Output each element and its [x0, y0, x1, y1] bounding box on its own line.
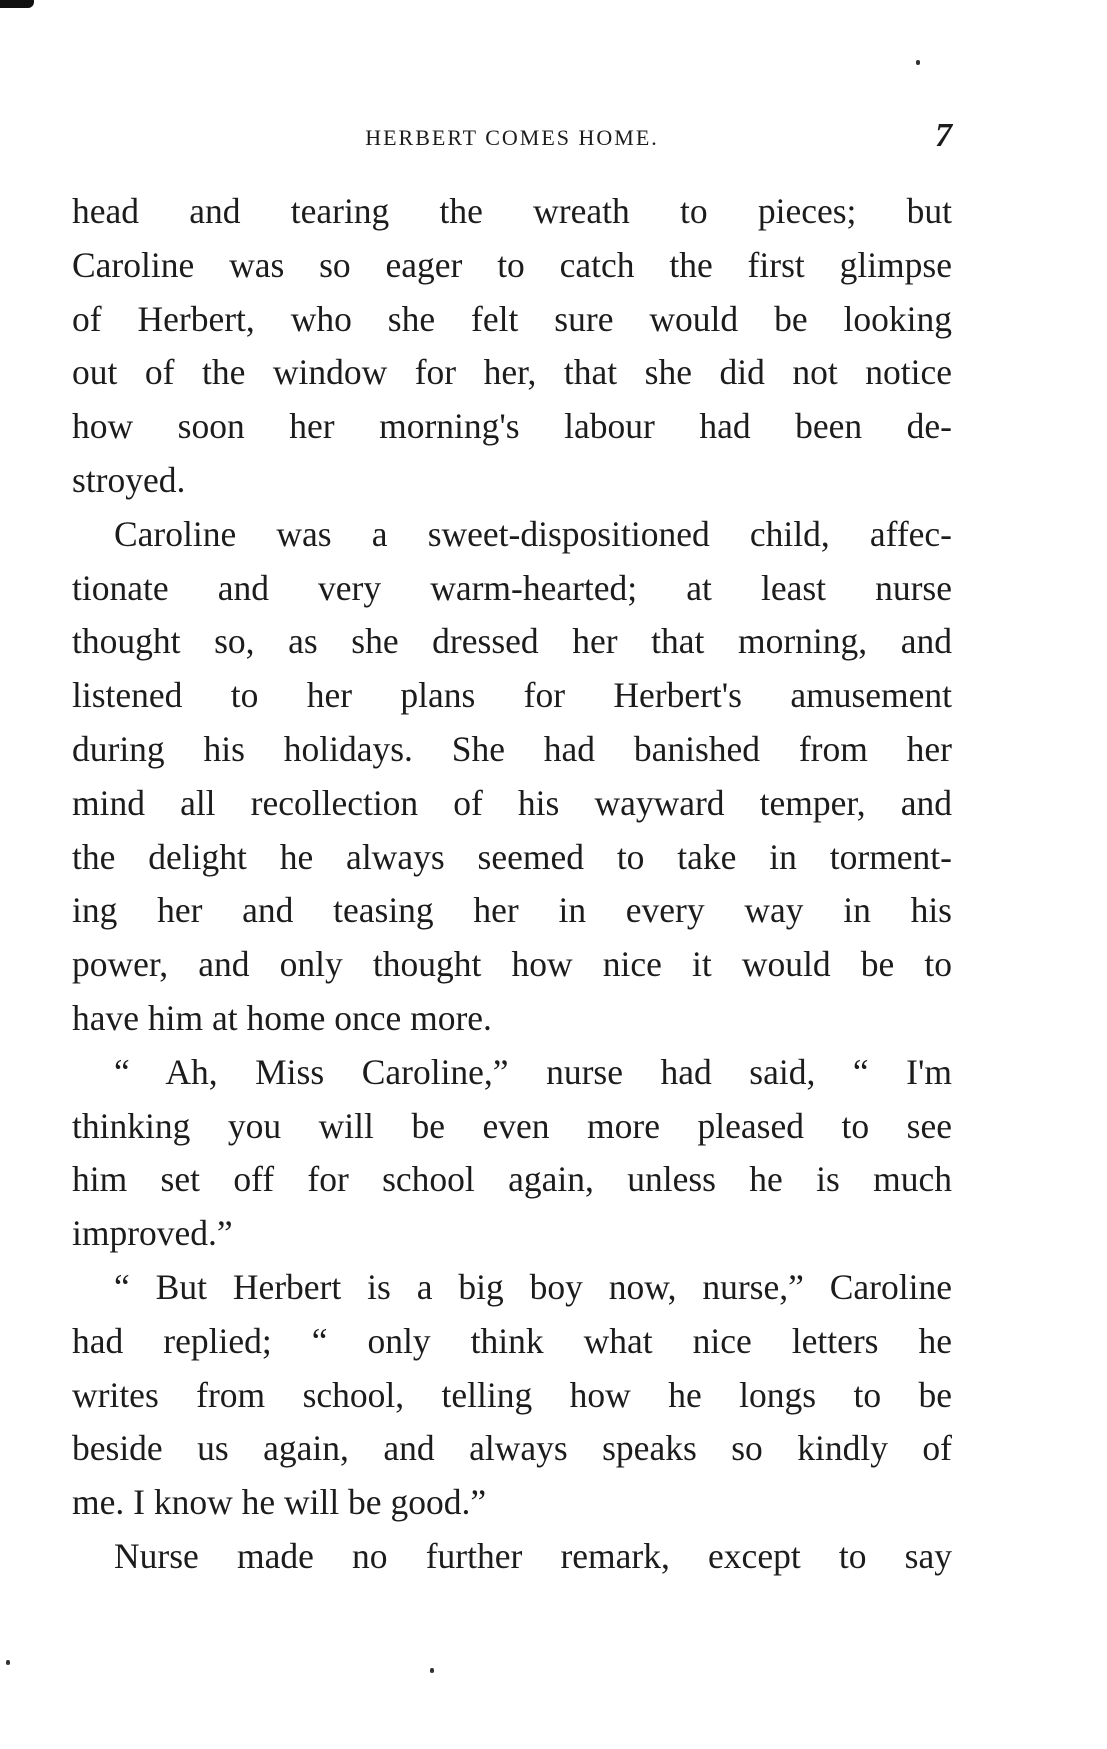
text-line: thinking you will be even more pleased to see [72, 1105, 952, 1146]
body-text [72, 185, 952, 1685]
scan-speck [916, 60, 920, 65]
text-line: during his holidays. She had banished from her [72, 728, 952, 769]
text-line: the delight he always seemed to take in torment- [72, 836, 952, 877]
text-line: stroyed. [72, 459, 186, 500]
text-line: ing her and teasing her in every way in his [72, 890, 952, 931]
scan-corner-mark [0, 0, 34, 8]
page-number: 7 [935, 117, 952, 154]
text-line: Caroline was so eager to catch the first glimpse [72, 244, 952, 285]
text-line: “ Ah, Miss Caroline,” nurse had said, “ I'm [114, 1051, 952, 1092]
text-line: writes from school, telling how he longs to be [72, 1374, 952, 1415]
text-line: have him at home once more. [72, 997, 492, 1038]
running-head [72, 117, 952, 157]
text-line: how soon her morning's labour had been de- [72, 406, 952, 447]
scan-speck [6, 1660, 10, 1665]
text-line: had replied; “ only think what nice letters he [72, 1320, 952, 1361]
text-line: tionate and very warm-hearted; at least nurse [72, 567, 952, 608]
text-line: Caroline was a sweet-dispositioned child, affec- [114, 513, 952, 554]
text-line: me. I know he will be good.” [72, 1482, 487, 1523]
text-line: Nurse made no further remark, except to say [114, 1535, 952, 1576]
text-line: out of the window for her, that she did not notice [72, 352, 952, 393]
running-title: HERBERT COMES HOME. [365, 125, 659, 150]
text-line: power, and only thought how nice it would be to [72, 944, 952, 985]
text-line: him set off for school again, unless he is much [72, 1159, 952, 1200]
text-line: “ But Herbert is a big boy now, nurse,” Caroline [114, 1266, 952, 1307]
text-line: listened to her plans for Herbert's amusement [72, 675, 952, 716]
text-line: thought so, as she dressed her that morning, and [72, 621, 952, 662]
text-line: head and tearing the wreath to pieces; but [72, 191, 952, 231]
text-line: mind all recollection of his wayward temper, and [72, 782, 952, 823]
text-line: beside us again, and always speaks so kindly of [72, 1428, 952, 1469]
text-line: of Herbert, who she felt sure would be looking [72, 298, 952, 339]
text-line: improved.” [72, 1213, 233, 1254]
